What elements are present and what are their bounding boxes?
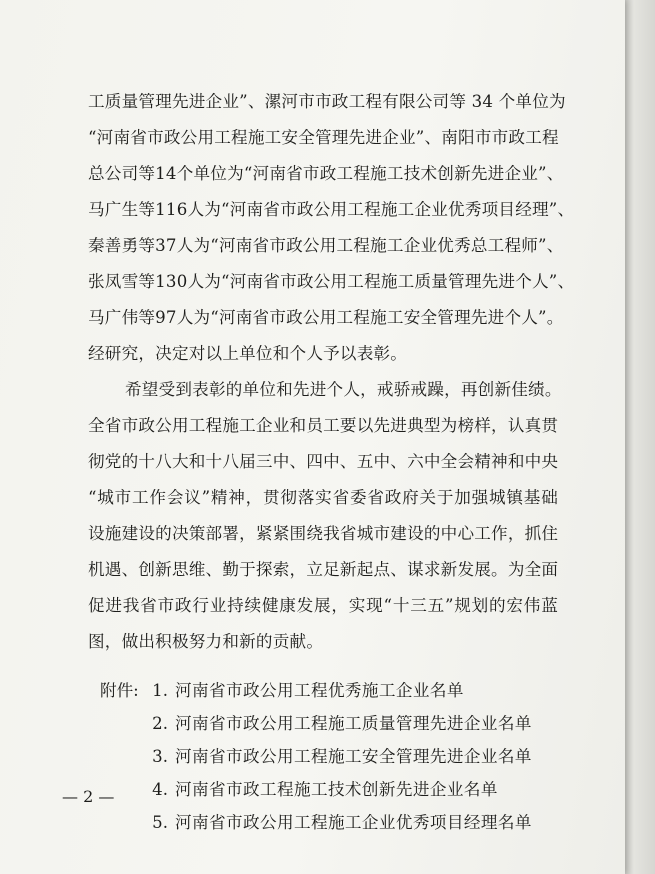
text-line: 彻党的十八大和十八届三中、四中、五中、六中全会精神和中央 [88, 452, 559, 471]
text-line: 工质量管理先进企业”、漯河市市政工程有限公司等 34 个单位为 [88, 92, 566, 111]
attachments-label: 附件: [100, 681, 139, 700]
attachment-title: 河南省市政公用工程优秀施工企业名单 [175, 681, 464, 700]
text-line: 机遇、创新思维、勤于探索，立足新起点、谋求新发展。为全面 [88, 560, 559, 579]
text-line: 经研究，决定对以上单位和个人予以表彰。 [88, 344, 408, 363]
attachment-title: 河南省市政公用工程施工安全管理先进企业名单 [175, 747, 532, 766]
attachment-title: 河南省市政公用工程施工质量管理先进企业名单 [175, 714, 532, 733]
text-line: 秦善勇等37人为“河南省市政公用工程施工企业优秀总工程师”、 [88, 236, 564, 255]
attachment-number: 1. [152, 681, 168, 700]
text-line: 马广生等116人为“河南省市政公用工程施工企业优秀项目经理”、 [88, 200, 575, 219]
attachment-title: 河南省市政公用工程施工企业优秀项目经理名单 [175, 813, 532, 832]
text-line: “城市工作会议”精神，贯彻落实省委省政府关于加强城镇基础 [88, 488, 558, 507]
text-line: 图，做出积极努力和新的贡献。 [88, 632, 324, 651]
attachment-number: 2. [152, 714, 168, 733]
page-edge-shadow [625, 0, 655, 874]
text-line: 设施建设的决策部署，紧紧围绕我省城市建设的中心工作，抓住 [88, 524, 559, 543]
text-line: 张凤雪等130人为“河南省市政公用工程施工质量管理先进个人”、 [88, 272, 575, 291]
attachment-title: 河南省市政工程施工技术创新先进企业名单 [175, 780, 498, 799]
text-line: 促进我省市政行业持续健康发展，实现“十三五”规划的宏伟蓝 [88, 596, 558, 615]
text-line: 总公司等14个单位为“河南省市政工程施工技术创新先进企业”、 [88, 164, 564, 183]
attachment-number: 4. [152, 780, 168, 799]
text-line: “河南省市政公用工程施工安全管理先进企业”、南阳市市政工程 [88, 128, 559, 147]
text-line: 希望受到表彰的单位和先进个人，戒骄戒躁，再创新佳绩。 [125, 380, 562, 399]
page-number: — 2 — [62, 787, 115, 806]
text-line: 全省市政公用工程施工企业和员工要以先进典型为榜样，认真贯 [88, 416, 559, 435]
attachment-number: 3. [152, 747, 168, 766]
text-line: 马广伟等97人为“河南省市政公用工程施工安全管理先进个人”。 [88, 308, 564, 327]
attachment-number: 5. [152, 813, 168, 832]
